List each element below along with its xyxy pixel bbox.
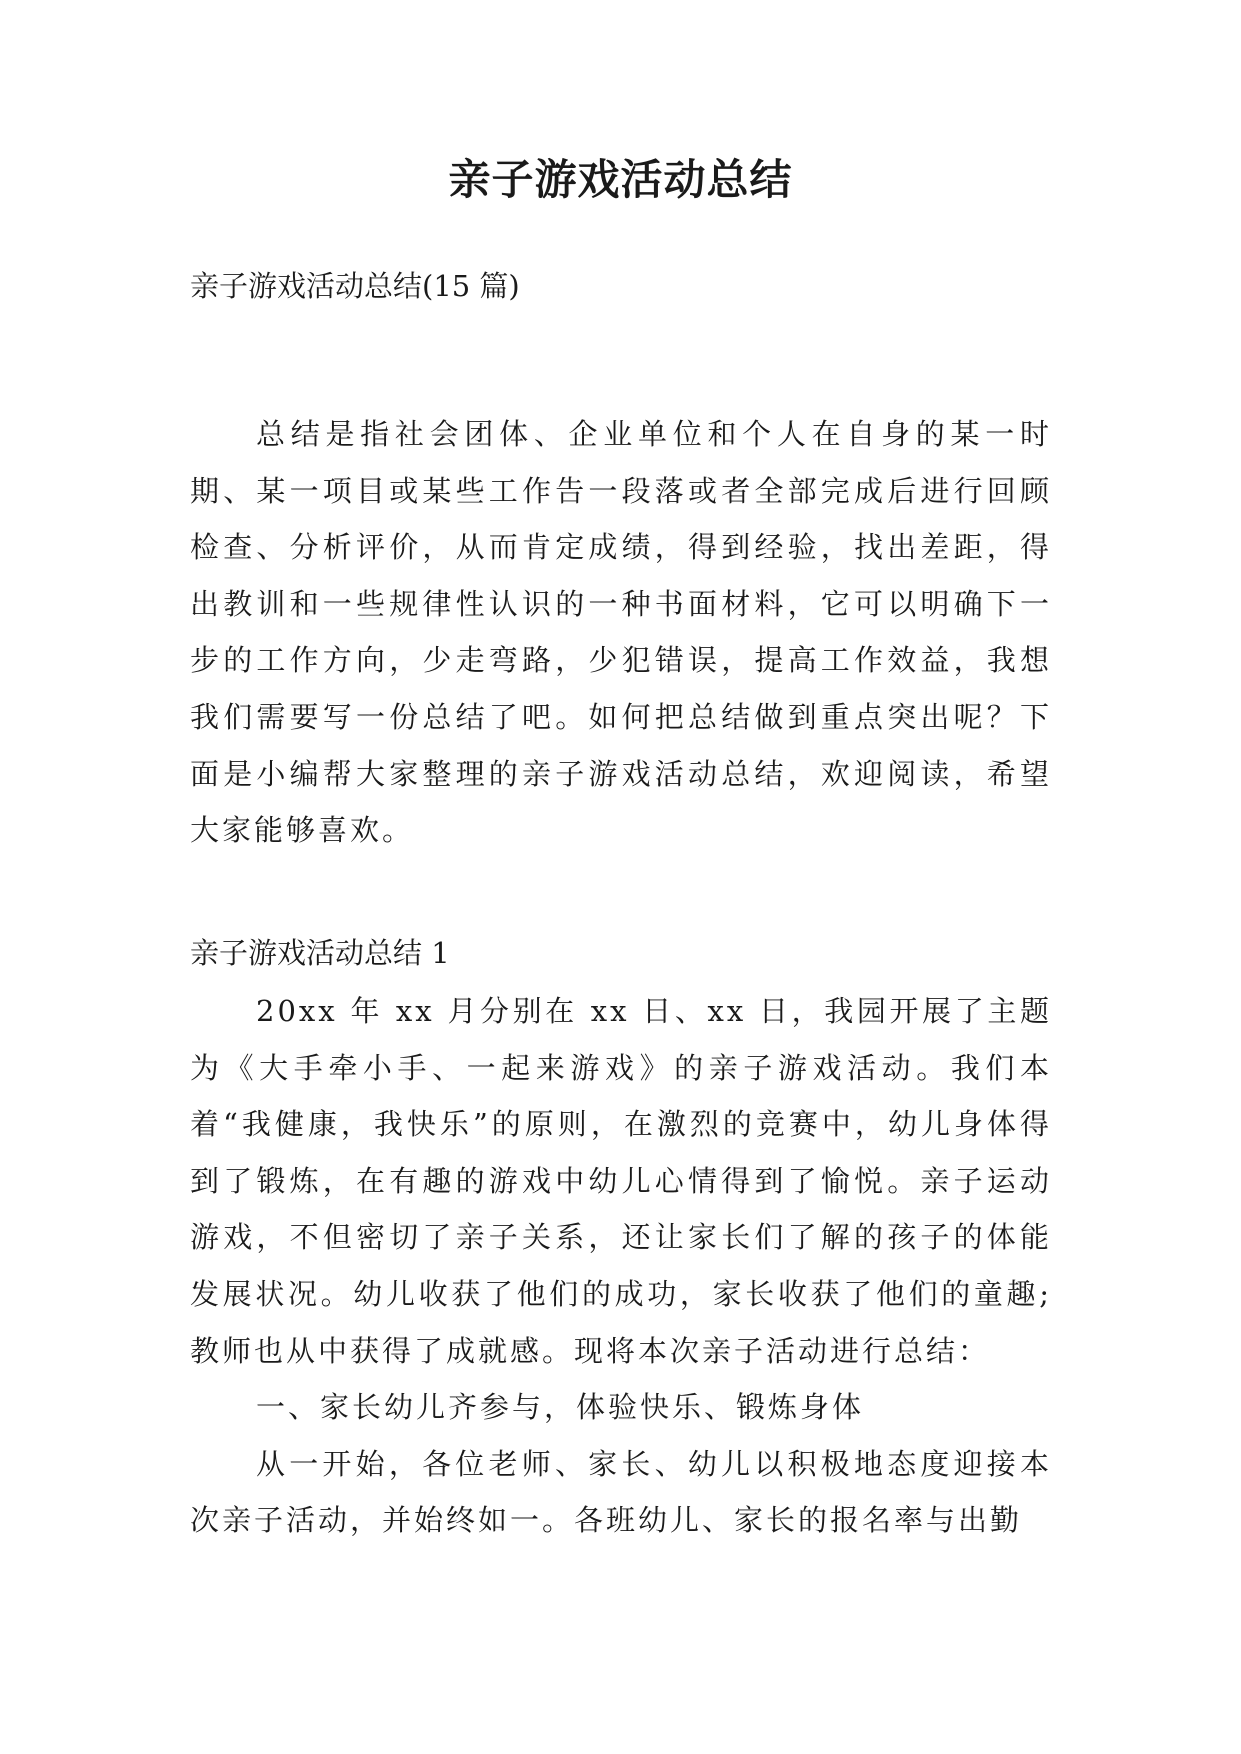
intro-paragraph: 总结是指社会团体、企业单位和个人在自身的某一时期、某一项目或某些工作告一段落或者全部完成后进行回顾检查、分析评价，从而肯定成绩，得到经验，找出差距，得出教训和一些规律性认识的一种书面材料，它可以明确下一步的工作方向，少走弯路，少犯错误，提高工作效益，我想我们需要写一份总结了吧。如何把总结做到重点突出呢？下面是小编帮大家整理的亲子游戏活动总结，欢迎阅读，希望大家能够喜欢。	[190, 417, 1052, 848]
document-title: 亲子游戏活动总结	[448, 155, 793, 204]
body-paragraph: 从一开始，各位老师、家长、幼儿以积极地态度迎接本次亲子活动，并始终如一。各班幼儿、家长的报名率与出勤	[190, 1446, 1052, 1538]
body-subheading: 一、家长幼儿齐参与，体验快乐、锻炼身体	[256, 1390, 865, 1425]
body-paragraph: 20xx 年 xx 月分别在 xx 日、xx 日，我园开展了主题为《大手牵小手、一起来游戏》的亲子游戏活动。我们本着“我健康，我快乐”的原则，在激烈的竞赛中，幼儿身体得到了锻炼，在有趣的游戏中幼儿心情得到了愉悦。亲子运动游戏，不但密切了亲子关系，还让家长们了解的孩子的体能发展状况。幼儿收获了他们的成功，家长收获了他们的童趣;教师也从中获得了成就感。现将本次亲子活动进行总结：	[190, 994, 1052, 1368]
section-body	[190, 983, 1052, 1549]
document-subtitle: 亲子游戏活动总结(15 篇)	[190, 269, 520, 303]
section-heading: 亲子游戏活动总结 1	[190, 936, 450, 970]
